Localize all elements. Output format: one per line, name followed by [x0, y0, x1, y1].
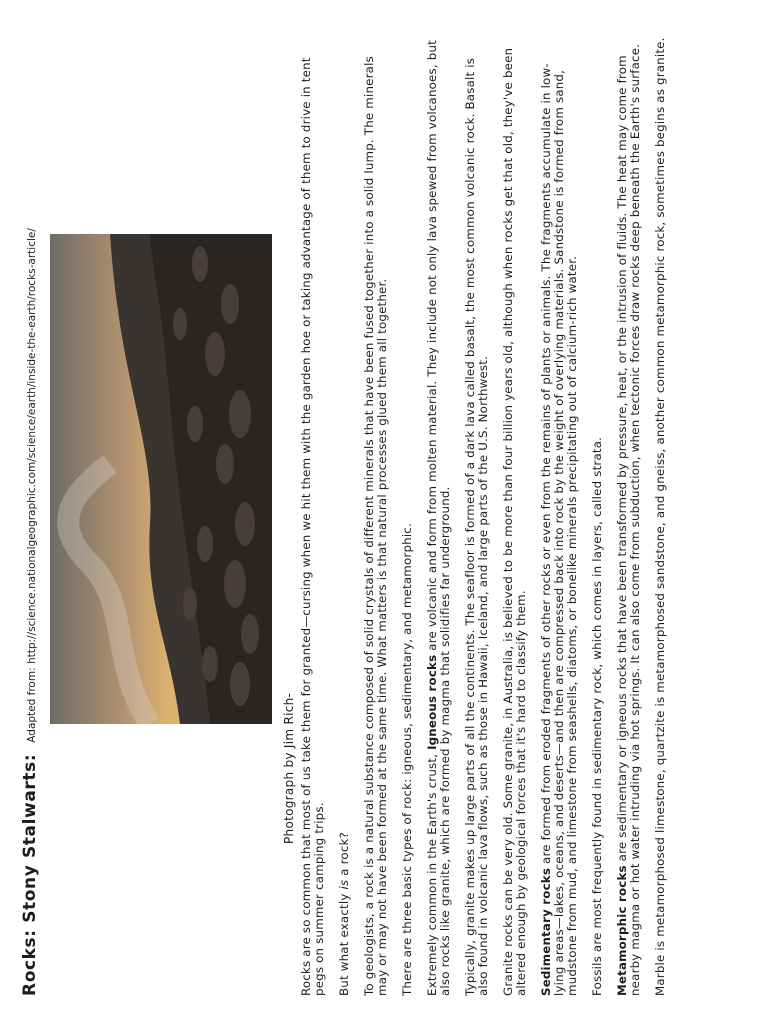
source-line: Adapted from: http://science.nationalgeographic.com/science/earth/inside-the-earth/rocks-article/ [26, 228, 38, 743]
paragraph: Typically, granite makes up large parts of all the continents. The seafloor is formed of a dark lava called basalt, the most common volcanic rock. Basalt is also found in volcanic lava flows, such as those in Hawaii, Iceland, and large parts of the U.S. Northwest. [463, 57, 490, 996]
article-body [300, 36, 679, 996]
term-sedimentary: Sedimentary rocks [539, 867, 553, 996]
paragraph: Fossils are most frequently found in sedimentary rock, which comes in layers, called strata. [590, 436, 604, 996]
term-metamorphic: Metamorphic rocks [615, 865, 629, 996]
photo-image [50, 234, 272, 724]
paragraph: Metamorphic rocks are sedimentary or igneous rocks that have been transformed by pressure, heat, or the intrusion of fluids. The heat may come from nearby magma or hot water intruding via hot springs. It can also come from subduction, when tectonic forces draw rocks deep beneath the Earth's surface. [615, 43, 642, 996]
paragraph: Extremely common in the Earth's crust, Igneous rocks are volcanic and form from molten material. They include not only lava spewed from volcanoes, but also rocks like granite, which are formed by magma that solidifies far underground. [425, 40, 452, 996]
photo-credit: Photograph by Jim Rich- [282, 692, 296, 844]
paragraph: Sedimentary rocks are formed from eroded fragments of other rocks or even from the remains of plants or animals. The fragments accumulate in low-lying areas—lakes, oceans, and deserts—and then are compressed back into rock by the weight of overlying materials. Sandstone is formed from sand, mudstone from mud, and limestone from seashells, diatoms, or bonelike minerals precipitating out of calcium-rich water. [539, 63, 579, 996]
paragraph: Rocks are so common that most of us take them for granted—cursing when we hit them with the garden hoe or taking advantage of them to drive in tent pegs on summer camping trips. [299, 57, 326, 996]
paragraph: There are three basic types of rock: igneous, sedimentary, and metamorphic. [400, 523, 414, 996]
header [20, 228, 40, 996]
term-igneous: Igneous rocks [425, 654, 439, 750]
page-title: Rocks: Stony Stalwarts: [20, 753, 40, 996]
paragraph: To geologists, a rock is a natural substance composed of solid crystals of different minerals that have been fused together into a solid lump. The minerals may or may not have been formed at the same time. What matters is that natural processes glued them all together. [362, 56, 389, 996]
paragraph: Marble is metamorphosed limestone, quartzite is metamorphosed sandstone, and gneiss, another common metamorphic rock, sometimes begins as granite. [653, 37, 667, 996]
basalt-columns-photo [50, 234, 272, 724]
paragraph: But what exactly is a rock? [337, 831, 351, 996]
paragraph: Granite rocks can be very old. Some granite, in Australia, is believed to be more than four billion years old, although when rocks get that old, they've been altered enough by geological forces that it's hard to classify them. [501, 47, 528, 996]
